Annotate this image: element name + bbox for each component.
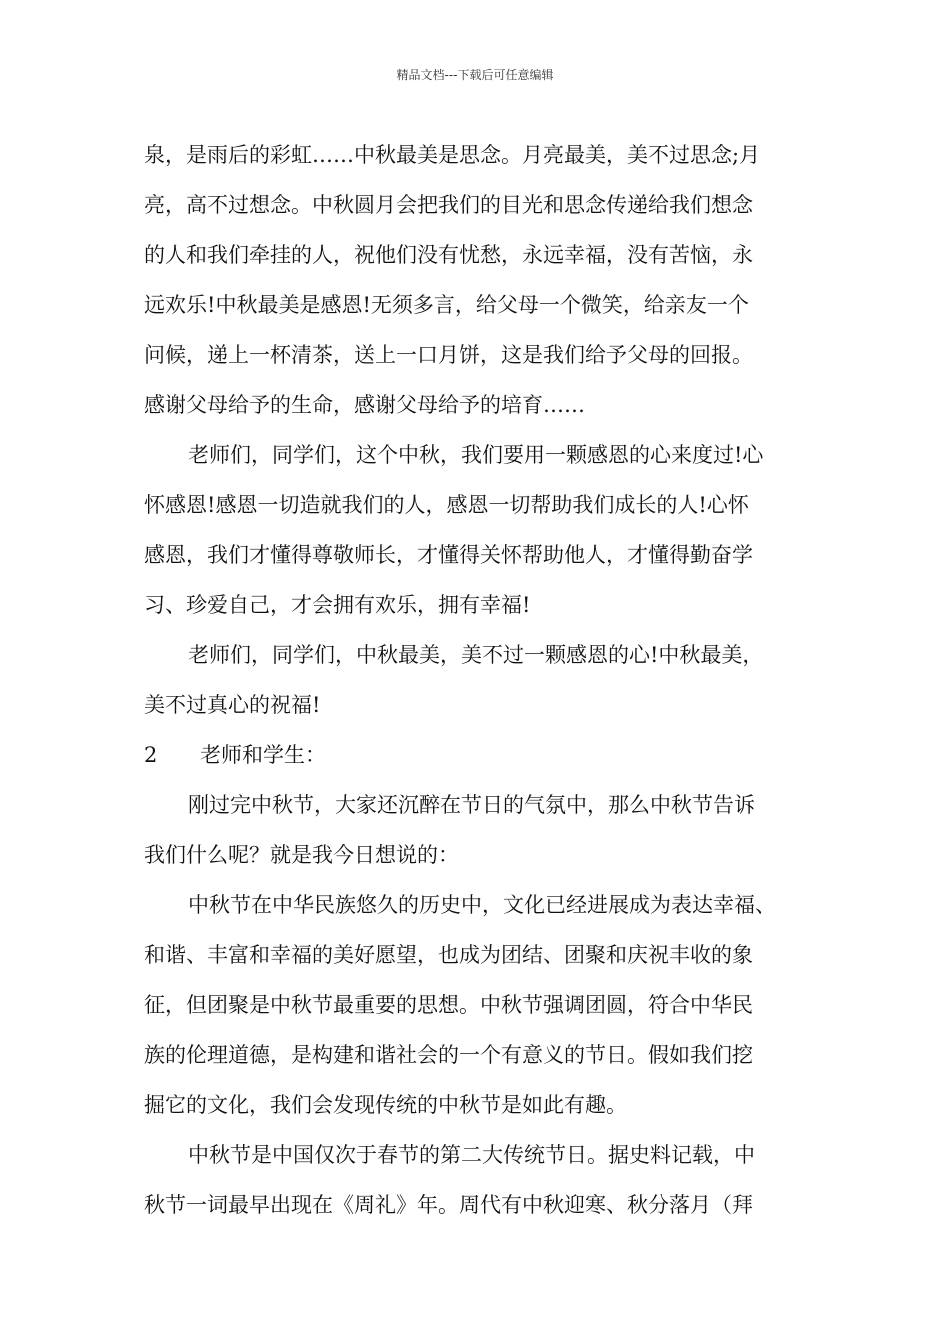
text-line: 和谐、丰富和幸福的美好愿望，也成为团结、团聚和庆祝丰收的象 bbox=[144, 943, 753, 967]
text-line: 掘它的文化，我们会发现传统的中秋节是如此有趣。 bbox=[144, 1093, 627, 1117]
text-line: 感恩，我们才懂得尊敬师长，才懂得关怀帮助他人，才懂得勤奋学 bbox=[144, 543, 753, 567]
text-line: 我们什么呢？就是我今日想说的： bbox=[144, 843, 459, 867]
text-line: 泉，是雨后的彩虹……中秋最美是思念。月亮最美，美不过思念;月 bbox=[144, 143, 761, 167]
text-line: 中秋节是中国仅次于春节的第二大传统节日。据史料记载，中 bbox=[188, 1143, 755, 1167]
section-heading bbox=[144, 730, 814, 780]
text-line: 秋节一词最早出现在《周礼》年。周代有中秋迎寒、秋分落月（拜 bbox=[144, 1193, 753, 1217]
text-line: 老师们，同学们，这个中秋，我们要用一颗感恩的心来度过!心 bbox=[188, 443, 764, 467]
section-number: 2 bbox=[144, 743, 158, 767]
text-line: 感谢父母给予的生命，感谢父母给予的培育…… bbox=[144, 393, 585, 417]
section-title: 老师和学生： bbox=[200, 743, 326, 767]
text-line: 远欢乐!中秋最美是感恩!无须多言，给父母一个微笑，给亲友一个 bbox=[144, 293, 749, 317]
document-body bbox=[144, 130, 814, 1230]
text-line: 美不过真心的祝福! bbox=[144, 693, 321, 717]
text-line: 的人和我们牵挂的人，祝他们没有忧愁，永远幸福，没有苦恼，永 bbox=[144, 243, 753, 267]
text-line: 老师们，同学们，中秋最美，美不过一颗感恩的心!中秋最美， bbox=[188, 643, 764, 667]
text-line: 征，但团聚是中秋节最重要的思想。中秋节强调团圆，符合中华民 bbox=[144, 993, 753, 1017]
text-line: 怀感恩!感恩一切造就我们的人，感恩一切帮助我们成长的人!心怀 bbox=[144, 493, 749, 517]
text-line: 习、珍爱自己，才会拥有欢乐，拥有幸福! bbox=[144, 593, 531, 617]
text-line: 问候，递上一杯清茶，送上一口月饼，这是我们给予父母的回报。 bbox=[144, 343, 753, 367]
page-header: 精品文档---下载后可任意编辑 bbox=[396, 68, 554, 82]
text-line: 刚过完中秋节，大家还沉醉在节日的气氛中，那么中秋节告诉 bbox=[188, 793, 755, 817]
text-line: 亮，高不过想念。中秋圆月会把我们的目光和思念传递给我们想念 bbox=[144, 193, 753, 217]
text-line: 族的伦理道德，是构建和谐社会的一个有意义的节日。假如我们挖 bbox=[144, 1043, 753, 1067]
text-line: 中秋节在中华民族悠久的历史中，文化已经进展成为表达幸福、 bbox=[188, 893, 776, 917]
